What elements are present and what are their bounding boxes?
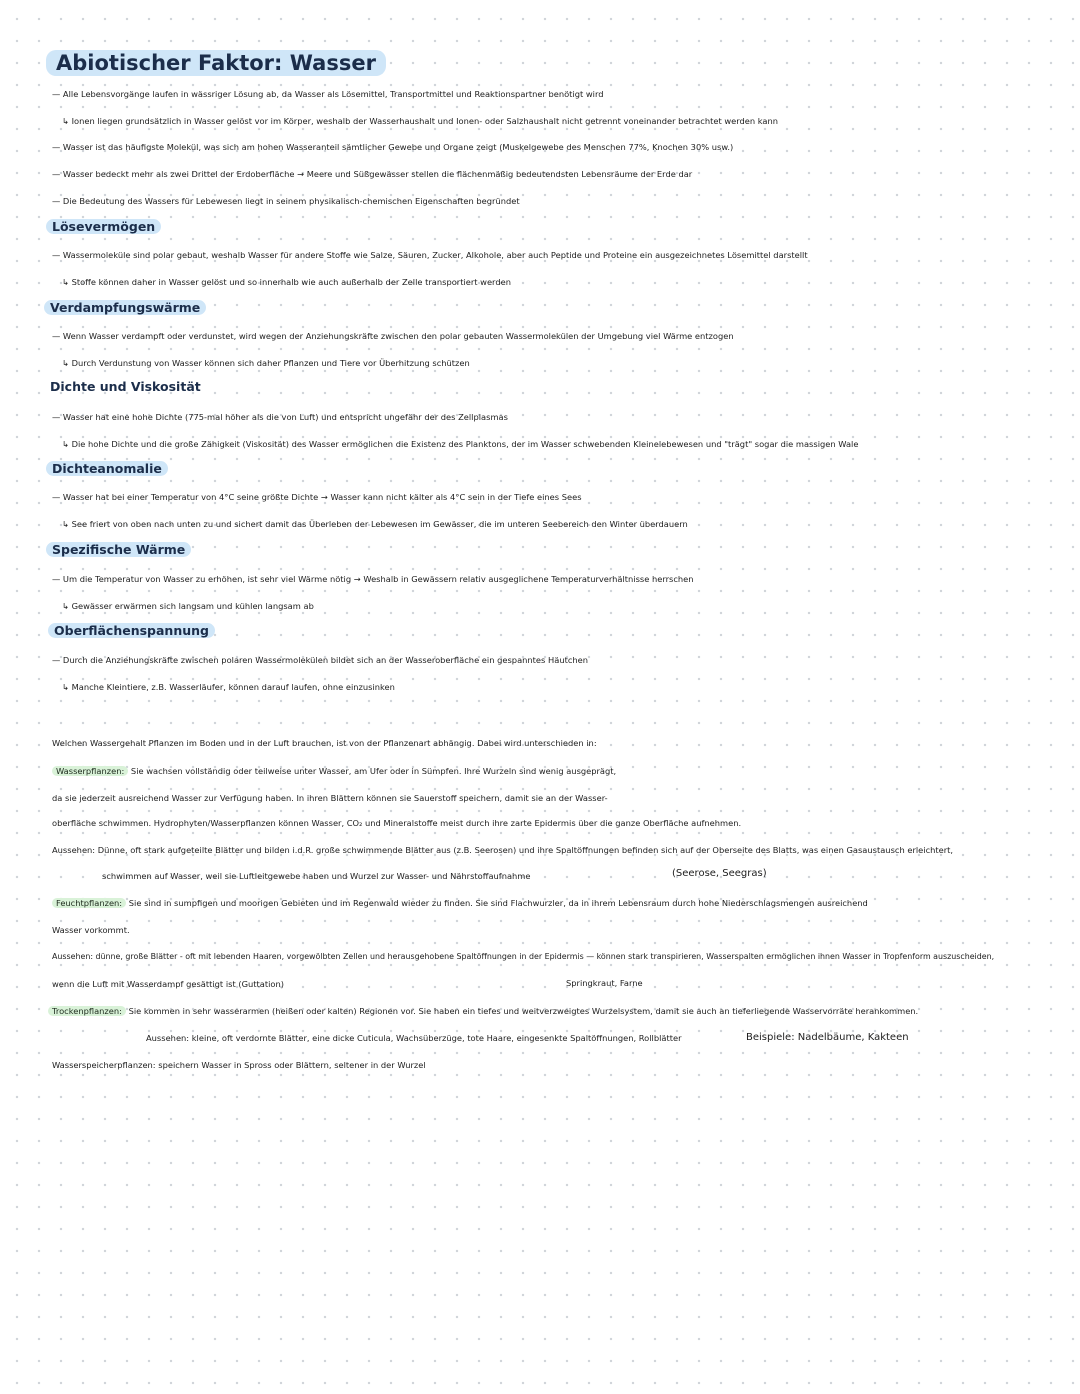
oberflaeche-line-1: — Durch die Anziehungskräfte zwischen polaren Wassermolekülen bildet sich an der Wasseroberfläche ein gespanntes Häutchen [52,655,589,665]
wasserspeicherpflanzen-line [52,1059,426,1071]
trockenpflanzen-text: Sie kommen in sehr wasserarmen (heißen oder kalten) Regionen vor. Sie haben ein tiefes und weitverzweigtes Wurzelsystem, damit sie auch an tieferliegende Wasservorräte herankommen. [128,1006,919,1016]
oberflaeche-line-2: ↳ Manche Kleintiere, z.B. Wasserläufer, können darauf laufen, ohne einzusinken [62,682,395,692]
plants-intro: Welchen Wassergehalt Pflanzen im Boden und in der Luft brauchen, ist von der Pflanzenart abhängig. Dabei wird unterschieden in: [52,738,597,748]
dichte-line-2: ↳ Die hohe Dichte und die große Zähigkeit (Viskosität) des Wasser ermöglichen die Existenz des Planktons, der im Wasser schwebenden Kleinelebewesen und "trägt" sogar die massigen Wale [62,439,859,449]
wasserpflanzen-text: Sie wachsen vollständig oder teilweise unter Wasser, am Ufer oder in Sümpfen. Ihre Wurzeln sind wenig ausgeprägt, [130,766,617,776]
intro-line-5: — Die Bedeutung des Wassers für Lebewesen liegt in seinem physikalisch-chemischen Eigenschaften begründet [52,196,520,206]
loesevermoegen-line-2: ↳ Stoffe können daher in Wasser gelöst und so innerhalb wie auch außerhalb der Zelle transportiert werden [62,277,511,287]
trockenpflanzen-line-2: Aussehen: kleine, oft verdornte Blätter, eine dicke Cuticula, Wachsüberzüge, tote Haare, eingesenkte Spaltöffnungen, Rollblätter [146,1033,682,1043]
wasserpflanzen-line-1 [52,765,616,777]
feuchtpflanzen-line-3: Aussehen: dünne, große Blätter - oft mit lebenden Haaren, vorgewölbten Zellen und herausgehobene Spaltöffnungen in der Epidermis — können stark transpirieren, Wasserspalten ermöglichen ihnen Wasser in Tropfenform auszuscheiden, [52,952,995,961]
waerme-line-1: — Um die Temperatur von Wasser zu erhöhen, ist sehr viel Wärme nötig → Weshalb in Gewässern relativ ausgeglichene Temperaturverhältnisse herrschen [52,574,694,584]
heading-dichte-viskositaet: Dichte und Viskosität [50,379,201,394]
trockenpflanzen-label: Trockenpflanzen: [48,1006,126,1016]
wasserpflanzen-label: Wasserpflanzen: [52,766,128,776]
loesevermoegen-line-1: — Wassermoleküle sind polar gebaut, weshalb Wasser für andere Stoffe wie Salze, Säuren, Zucker, Alkohole, aber auch Peptide und Proteine ein ausgezeichnetes Lösemittel darstellt [52,250,808,260]
feuchtpflanzen-line-1 [52,897,868,909]
heading-oberflaechenspannung: Oberflächenspannung [48,623,215,638]
waerme-line-2: ↳ Gewässer erwärmen sich langsam und kühlen langsam ab [62,601,314,611]
intro-line-1: — Alle Lebensvorgänge laufen in wässriger Lösung ab, da Wasser als Lösemittel, Transportmittel und Reaktionspartner benötigt wird [52,89,604,99]
intro-line-2: ↳ Ionen liegen grundsätzlich in Wasser gelöst vor im Körper, weshalb der Wasserhaushalt und Ionen- oder Salzhaushalt nicht getrennt voneinander betrachtet werden kann [62,116,779,126]
verdampfung-line-1: — Wenn Wasser verdampft oder verdunstet, wird wegen der Anziehungskräfte zwischen den polar gebauten Wassermolekülen der Umgebung viel Wärme entzogen [52,331,734,341]
wasserpflanzen-example: (Seerose, Seegras) [672,868,767,879]
feuchtpflanzen-text: Sie sind in sumpfigen und moorigen Gebieten und im Regenwald wieder zu finden. Sie sind Flachwurzler, da in ihrem Lebensraum durch hohe Niederschlagsmengen ausreichend [128,898,868,908]
feuchtpflanzen-line-2: Wasser vorkommt. [52,925,130,935]
feuchtpflanzen-label: Feuchtpflanzen: [52,898,126,908]
trockenpflanzen-example: Beispiele: Nadelbäume, Kakteen [746,1032,909,1043]
feuchtpflanzen-line-4: wenn die Luft mit Wasserdampf gesättigt ist (Guttation) [52,979,284,989]
heading-verdampfungswaerme: Verdampfungswärme [44,300,206,315]
anomalie-line-1: — Wasser hat bei einer Temperatur von 4°C seine größte Dichte → Wasser kann nicht kälter als 4°C sein in der Tiefe eines Sees [52,492,582,502]
anomalie-line-2: ↳ See friert von oben nach unten zu und sichert damit das Überleben der Lebewesen im Gewässer, die im unteren Seebereich den Winter überdauern [62,519,688,529]
heading-spezifische-waerme: Spezifische Wärme [46,542,191,557]
dichte-line-1: — Wasser hat eine hohe Dichte (775-mal höher als die von Luft) und entspricht ungefähr der des Zellplasmas [52,412,508,422]
wasserpflanzen-line-2: da sie jederzeit ausreichend Wasser zur Verfügung haben. In ihren Blättern können sie Sauerstoff speichern, damit sie an der Wasser- [52,793,608,803]
trockenpflanzen-line-1 [48,1005,918,1017]
heading-loesevermoegen: Lösevermögen [46,219,161,234]
verdampfung-line-2: ↳ Durch Verdunstung von Wasser können sich daher Pflanzen und Tiere vor Überhitzung schützen [62,358,470,368]
intro-line-4: — Wasser bedeckt mehr als zwei Drittel der Erdoberfläche → Meere und Süßgewässer stellen die flächenmäßig bedeutendsten Lebensräume der Erde dar [52,169,693,179]
feuchtpflanzen-example: Springkraut, Farne [566,978,643,988]
intro-line-3: — Wasser ist das häufigste Molekül, was sich am hohen Wasseranteil sämtlicher Gewebe und Organe zeigt (Muskelgewebe des Menschen 77%, Knochen 30% usw.) [52,142,734,152]
wasserpflanzen-line-5: schwimmen auf Wasser, weil sie Luftleitgewebe haben und Wurzel zur Wasser- und Nährstoffaufnahme [102,871,531,881]
heading-dichteanomalie: Dichteanomalie [46,461,168,476]
page-title: Abiotischer Faktor: Wasser [46,50,386,76]
wasserpflanzen-line-4: Aussehen: Dünne, oft stark aufgeteilte Blätter und bilden i.d.R. große schwimmende Blätter aus (z.B. Seerosen) und ihre Spaltöffnungen befinden sich auf der Oberseite des Blatts, was einen Gasaustausch erleichtert, [52,845,954,855]
wasserspeicherpflanzen-label: Wasserspeicherpflanzen: [52,1060,156,1070]
wasserspeicherpflanzen-text: speichern Wasser in Spross oder Blättern, seltener in der Wurzel [158,1060,426,1070]
wasserpflanzen-line-3: oberfläche schwimmen. Hydrophyten/Wasserpflanzen können Wasser, CO₂ und Mineralstoffe meist durch ihre zarte Epidermis über die ganze Oberfläche aufnehmen. [52,818,742,828]
